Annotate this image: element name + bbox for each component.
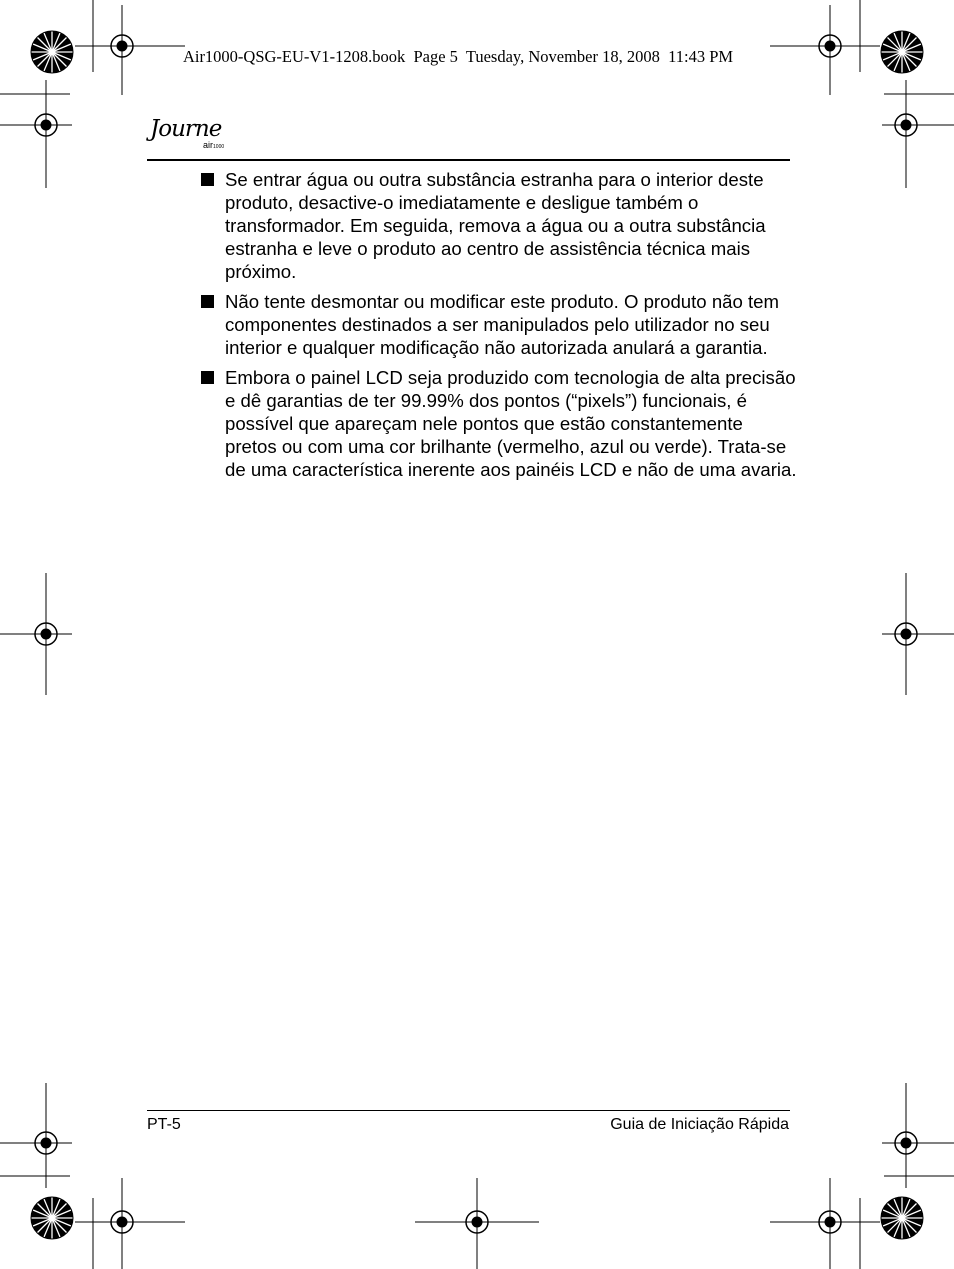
bullet-list xyxy=(197,168,797,488)
brand-logo xyxy=(146,116,246,162)
list-item-text: Se entrar água ou outra substância estranha para o interior deste produto, desactive-o imediatamente e desligue também o transformador. Em seguida, remova a água ou a outra substância estranha e leve o produto ao centro de assistência técnica mais próximo. xyxy=(225,169,766,282)
square-bullet-icon xyxy=(201,295,214,308)
star-target-icon xyxy=(881,1197,923,1239)
list-item-text: Não tente desmontar ou modificar este produto. O produto não tem componentes destinados a ser manipulados pelo utilizador no seu interior e qualquer modificação não autorizada anulará a garantia. xyxy=(225,291,779,358)
logo-model-text: 1000 xyxy=(213,144,225,150)
star-target-icon xyxy=(881,31,923,73)
logo-air-text: air xyxy=(203,140,214,150)
print-slug: Air1000-QSG-EU-V1-1208.book Page 5 Tuesday, November 18, 2008 11:43 PM xyxy=(182,47,734,66)
logo-script-text: Journe xyxy=(150,116,222,142)
header-rule xyxy=(147,159,790,161)
list-item xyxy=(197,366,797,481)
star-target-icon xyxy=(31,1197,73,1239)
page-number: PT-5 xyxy=(147,1116,181,1133)
list-item xyxy=(197,290,797,359)
star-target-icon xyxy=(31,31,73,73)
guide-title: Guia de Iniciação Rápida xyxy=(610,1116,789,1133)
list-item-text: Embora o painel LCD seja produzido com tecnologia de alta precisão e dê garantias de ter 99.99% dos pontos (“pixels”) funcionais, é possível que apareçam nele pontos que estão constantemente pretos ou com uma cor brilhante (vermelho, azul ou verde). Trata-se de uma característica inerente aos painéis LCD e não de uma avaria. xyxy=(225,367,797,480)
logo-small-text xyxy=(203,140,224,150)
list-item xyxy=(197,168,797,283)
square-bullet-icon xyxy=(201,371,214,384)
footer-rule xyxy=(147,1110,790,1111)
square-bullet-icon xyxy=(201,173,214,186)
